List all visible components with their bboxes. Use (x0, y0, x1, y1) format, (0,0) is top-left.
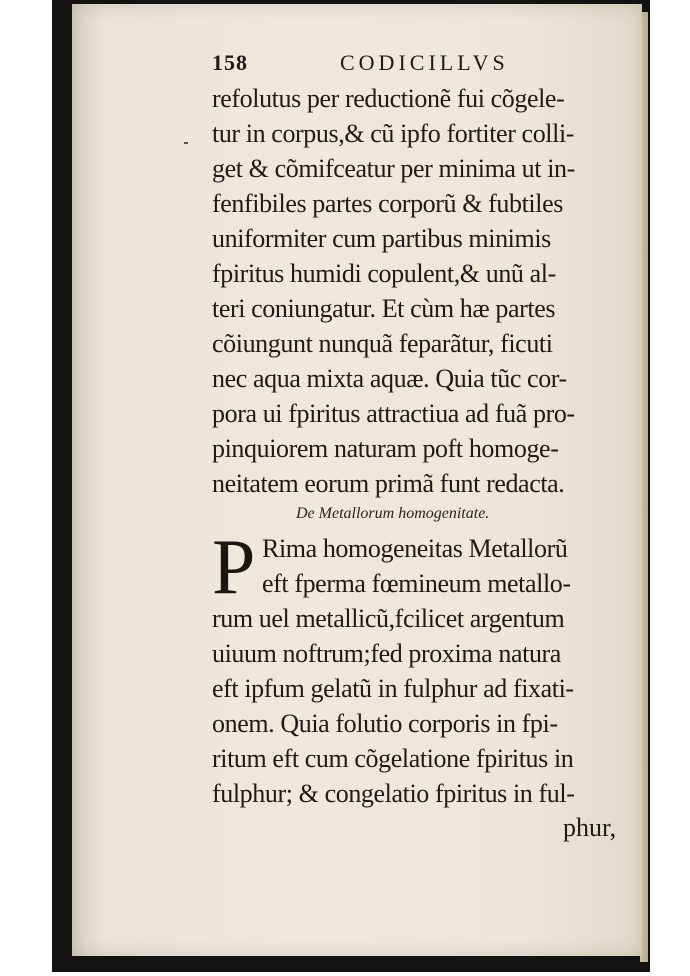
text-line: tur in corpus,& cũ ipfo fortiter colli- (212, 119, 575, 148)
text-line: fpiritus humidi copulent,& unũ al- (212, 259, 556, 288)
text-line: fenfibiles partes corporũ & fubtiles (212, 189, 563, 218)
text-line: nec aqua mixta aquæ. Quia tũc cor- (212, 364, 567, 393)
text-line: fulphur; & congelatio fpiritus in ful- (212, 779, 575, 808)
text-line: get & cõmifceatur per minima ut in- (212, 154, 575, 183)
text-line: teri coniungatur. Et cùm hæ partes (212, 294, 556, 323)
page-header (212, 50, 632, 76)
text-line: ritum eft cum cõgelatione fpiritus in (212, 744, 574, 773)
text-line: rum uel metallicũ,fcilicet argentum (212, 604, 565, 633)
text-line: refolutus per reductionẽ fui cõgele- (212, 84, 565, 113)
page-number: 158 (212, 50, 248, 75)
running-title: CODICILLVS (340, 50, 509, 75)
catchword: phur, (563, 813, 617, 842)
text-line: uniformiter cum partibus minimis (212, 224, 551, 253)
text-line: onem. Quia folutio corporis in fpi- (212, 709, 558, 738)
text-line: pinquiorem naturam poft homoge- (212, 434, 559, 463)
text-line: pora ui fpiritus attractiua ad fuã pro- (212, 399, 575, 428)
drop-cap: P (212, 523, 256, 610)
text-line: cõiungunt nunquã feparãtur, ficuti (212, 329, 553, 358)
text-line: eft ipfum gelatũ in fulphur ad fixati- (212, 674, 574, 703)
section-heading: De Metallorum homogenitate. (296, 505, 490, 522)
text-line: Rima homogeneitas Metallorũ (262, 534, 568, 563)
text-line: eft fperma fœmineum metallo- (262, 569, 571, 598)
text-line: neitatem eorum primã funt redacta. (212, 469, 565, 498)
margin-mark (184, 142, 188, 144)
text-line: uiuum noftrum;fed proxima natura (212, 639, 561, 668)
